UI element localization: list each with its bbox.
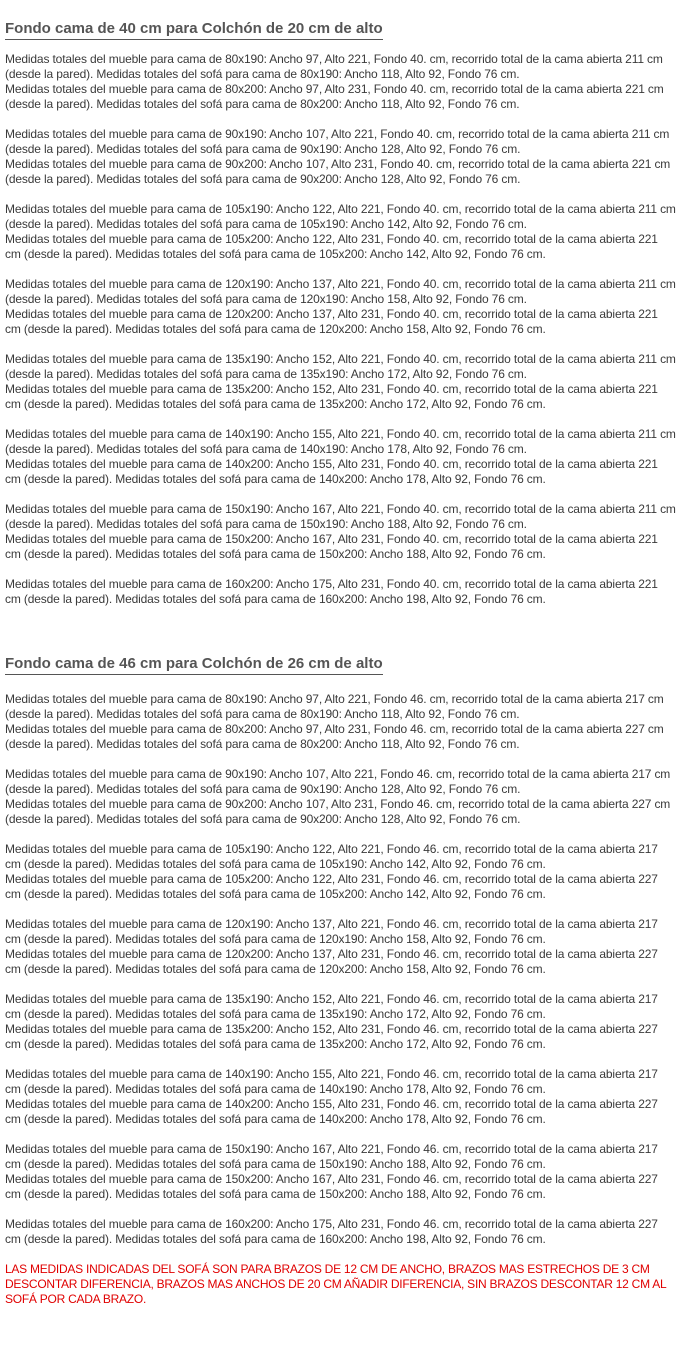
dimension-paragraph: Medidas totales del mueble para cama de 80x190: Ancho 97, Alto 221, Fondo 46. cm, recorrido total de la cama abierta 217 cm (desde la pared). Medidas totales del sofá para cama de 80x190: Ancho 118, Alto 92, Fondo 76 cm.: [5, 692, 664, 721]
dimension-block: [0, 52, 680, 112]
dimension-paragraph: Medidas totales del mueble para cama de 160x200: Ancho 175, Alto 231, Fondo 40. cm, recorrido total de la cama abierta 221 cm (desde la pared). Medidas totales del sofá para cama de 160x200: Ancho 198, Alto 92, Fondo 76 cm.: [5, 577, 658, 606]
dimension-paragraph: Medidas totales del mueble para cama de 135x190: Ancho 152, Alto 221, Fondo 46. cm, recorrido total de la cama abierta 217 cm (desde la pared). Medidas totales del sofá para cama de 135x190: Ancho 172, Alto 92, Fondo 76 cm.: [5, 992, 658, 1021]
dimension-paragraph: Medidas totales del mueble para cama de 80x200: Ancho 97, Alto 231, Fondo 40. cm, recorrido total de la cama abierta 221 cm (desde la pared). Medidas totales del sofá para cama de 80x200: Ancho 118, Alto 92, Fondo 76 cm.: [5, 82, 664, 111]
dimension-paragraph: Medidas totales del mueble para cama de 105x190: Ancho 122, Alto 221, Fondo 46. cm, recorrido total de la cama abierta 217 cm (desde la pared). Medidas totales del sofá para cama de 105x190: Ancho 142, Alto 92, Fondo 76 cm.: [5, 842, 658, 871]
dimension-block: [0, 502, 680, 562]
dimension-block: [0, 202, 680, 262]
dimension-block: [0, 692, 680, 752]
section-title: Fondo cama de 40 cm para Colchón de 20 cm de alto: [0, 20, 680, 40]
dimension-paragraph: Medidas totales del mueble para cama de 120x190: Ancho 137, Alto 221, Fondo 40. cm, recorrido total de la cama abierta 211 cm (desde la pared). Medidas totales del sofá para cama de 120x190: Ancho 158, Alto 92, Fondo 76 cm.: [5, 277, 676, 306]
dimension-paragraph: Medidas totales del mueble para cama de 150x200: Ancho 167, Alto 231, Fondo 40. cm, recorrido total de la cama abierta 221 cm (desde la pared). Medidas totales del sofá para cama de 150x200: Ancho 188, Alto 92, Fondo 76 cm.: [5, 532, 658, 561]
dimension-block: [0, 577, 680, 607]
dimension-paragraph: Medidas totales del mueble para cama de 90x190: Ancho 107, Alto 221, Fondo 40. cm, recorrido total de la cama abierta 211 cm (desde la pared). Medidas totales del sofá para cama de 90x190: Ancho 128, Alto 92, Fondo 76 cm.: [5, 127, 670, 156]
dimension-paragraph: Medidas totales del mueble para cama de 140x200: Ancho 155, Alto 231, Fondo 40. cm, recorrido total de la cama abierta 221 cm (desde la pared). Medidas totales del sofá para cama de 140x200: Ancho 178, Alto 92, Fondo 76 cm.: [5, 457, 658, 486]
dimension-paragraph: Medidas totales del mueble para cama de 80x200: Ancho 97, Alto 231, Fondo 46. cm, recorrido total de la cama abierta 227 cm (desde la pared). Medidas totales del sofá para cama de 80x200: Ancho 118, Alto 92, Fondo 76 cm.: [5, 722, 664, 751]
dimension-block: [0, 992, 680, 1052]
dimension-paragraph: Medidas totales del mueble para cama de 150x190: Ancho 167, Alto 221, Fondo 40. cm, recorrido total de la cama abierta 211 cm (desde la pared). Medidas totales del sofá para cama de 150x190: Ancho 188, Alto 92, Fondo 76 cm.: [5, 502, 676, 531]
dimension-paragraph: Medidas totales del mueble para cama de 120x200: Ancho 137, Alto 231, Fondo 46. cm, recorrido total de la cama abierta 227 cm (desde la pared). Medidas totales del sofá para cama de 120x200: Ancho 158, Alto 92, Fondo 76 cm.: [5, 947, 658, 976]
dimension-paragraph: Medidas totales del mueble para cama de 105x200: Ancho 122, Alto 231, Fondo 46. cm, recorrido total de la cama abierta 227 cm (desde la pared). Medidas totales del sofá para cama de 105x200: Ancho 142, Alto 92, Fondo 76 cm.: [5, 872, 658, 901]
dimension-paragraph: Medidas totales del mueble para cama de 135x200: Ancho 152, Alto 231, Fondo 40. cm, recorrido total de la cama abierta 221 cm (desde la pared). Medidas totales del sofá para cama de 135x200: Ancho 172, Alto 92, Fondo 76 cm.: [5, 382, 658, 411]
dimension-block: [0, 277, 680, 337]
dimension-block: [0, 352, 680, 412]
dimension-block: [0, 1217, 680, 1247]
dimension-paragraph: Medidas totales del mueble para cama de 90x200: Ancho 107, Alto 231, Fondo 40. cm, recorrido total de la cama abierta 221 cm (desde la pared). Medidas totales del sofá para cama de 90x200: Ancho 128, Alto 92, Fondo 76 cm.: [5, 157, 671, 186]
dimension-paragraph: Medidas totales del mueble para cama de 120x190: Ancho 137, Alto 221, Fondo 46. cm, recorrido total de la cama abierta 217 cm (desde la pared). Medidas totales del sofá para cama de 120x190: Ancho 158, Alto 92, Fondo 76 cm.: [5, 917, 658, 946]
dimension-paragraph: Medidas totales del mueble para cama de 140x190: Ancho 155, Alto 221, Fondo 46. cm, recorrido total de la cama abierta 217 cm (desde la pared). Medidas totales del sofá para cama de 140x190: Ancho 178, Alto 92, Fondo 76 cm.: [5, 1067, 658, 1096]
dimension-paragraph: Medidas totales del mueble para cama de 135x200: Ancho 152, Alto 231, Fondo 46. cm, recorrido total de la cama abierta 227 cm (desde la pared). Medidas totales del sofá para cama de 135x200: Ancho 172, Alto 92, Fondo 76 cm.: [5, 1022, 658, 1051]
dimension-paragraph: Medidas totales del mueble para cama de 120x200: Ancho 137, Alto 231, Fondo 40. cm, recorrido total de la cama abierta 221 cm (desde la pared). Medidas totales del sofá para cama de 120x200: Ancho 158, Alto 92, Fondo 76 cm.: [5, 307, 658, 336]
dimension-block: [0, 767, 680, 827]
section-title: Fondo cama de 46 cm para Colchón de 26 cm de alto: [0, 655, 680, 675]
dimension-block: [0, 917, 680, 977]
dimension-paragraph: Medidas totales del mueble para cama de 150x190: Ancho 167, Alto 221, Fondo 46. cm, recorrido total de la cama abierta 217 cm (desde la pared). Medidas totales del sofá para cama de 150x190: Ancho 188, Alto 92, Fondo 76 cm.: [5, 1142, 658, 1171]
dimension-paragraph: Medidas totales del mueble para cama de 150x200: Ancho 167, Alto 231, Fondo 46. cm, recorrido total de la cama abierta 227 cm (desde la pared). Medidas totales del sofá para cama de 150x200: Ancho 188, Alto 92, Fondo 76 cm.: [5, 1172, 658, 1201]
dimension-paragraph: Medidas totales del mueble para cama de 80x190: Ancho 97, Alto 221, Fondo 40. cm, recorrido total de la cama abierta 211 cm (desde la pared). Medidas totales del sofá para cama de 80x190: Ancho 118, Alto 92, Fondo 76 cm.: [5, 52, 663, 81]
armrest-notice: LAS MEDIDAS INDICADAS DEL SOFÁ SON PARA BRAZOS DE 12 CM DE ANCHO, BRAZOS MAS ESTRECHOS DE 3 CM DESCONTAR DIFERENCIA, BRAZOS MAS ANCHOS DE 20 CM AÑADIR DIFERENCIA, SIN BRAZOS DESCONTAR 12 CM AL SOFÁ POR CADA BRAZO.: [5, 1262, 666, 1306]
dimension-paragraph: Medidas totales del mueble para cama de 105x190: Ancho 122, Alto 221, Fondo 40. cm, recorrido total de la cama abierta 211 cm (desde la pared). Medidas totales del sofá para cama de 105x190: Ancho 142, Alto 92, Fondo 76 cm.: [5, 202, 676, 231]
dimension-paragraph: Medidas totales del mueble para cama de 160x200: Ancho 175, Alto 231, Fondo 46. cm, recorrido total de la cama abierta 227 cm (desde la pared). Medidas totales del sofá para cama de 160x200: Ancho 198, Alto 92, Fondo 76 cm.: [5, 1217, 658, 1246]
dimension-block: [0, 1142, 680, 1202]
dimension-block: [0, 1067, 680, 1127]
dimension-block: [0, 842, 680, 902]
dimension-paragraph: Medidas totales del mueble para cama de 90x200: Ancho 107, Alto 231, Fondo 46. cm, recorrido total de la cama abierta 227 cm (desde la pared). Medidas totales del sofá para cama de 90x200: Ancho 128, Alto 92, Fondo 76 cm.: [5, 797, 671, 826]
section-46cm: [0, 655, 680, 675]
section-40cm: [0, 20, 680, 40]
dimension-paragraph: Medidas totales del mueble para cama de 105x200: Ancho 122, Alto 231, Fondo 40. cm, recorrido total de la cama abierta 221 cm (desde la pared). Medidas totales del sofá para cama de 105x200: Ancho 142, Alto 92, Fondo 76 cm.: [5, 232, 658, 261]
dimension-paragraph: Medidas totales del mueble para cama de 135x190: Ancho 152, Alto 221, Fondo 40. cm, recorrido total de la cama abierta 211 cm (desde la pared). Medidas totales del sofá para cama de 135x190: Ancho 172, Alto 92, Fondo 76 cm.: [5, 352, 676, 381]
dimension-paragraph: Medidas totales del mueble para cama de 140x200: Ancho 155, Alto 231, Fondo 46. cm, recorrido total de la cama abierta 227 cm (desde la pared). Medidas totales del sofá para cama de 140x200: Ancho 178, Alto 92, Fondo 76 cm.: [5, 1097, 658, 1126]
dimension-paragraph: Medidas totales del mueble para cama de 90x190: Ancho 107, Alto 221, Fondo 46. cm, recorrido total de la cama abierta 217 cm (desde la pared). Medidas totales del sofá para cama de 90x190: Ancho 128, Alto 92, Fondo 76 cm.: [5, 767, 671, 796]
dimension-block: [0, 427, 680, 487]
dimension-block: [0, 127, 680, 187]
dimension-paragraph: Medidas totales del mueble para cama de 140x190: Ancho 155, Alto 221, Fondo 40. cm, recorrido total de la cama abierta 211 cm (desde la pared). Medidas totales del sofá para cama de 140x190: Ancho 178, Alto 92, Fondo 76 cm.: [5, 427, 676, 456]
